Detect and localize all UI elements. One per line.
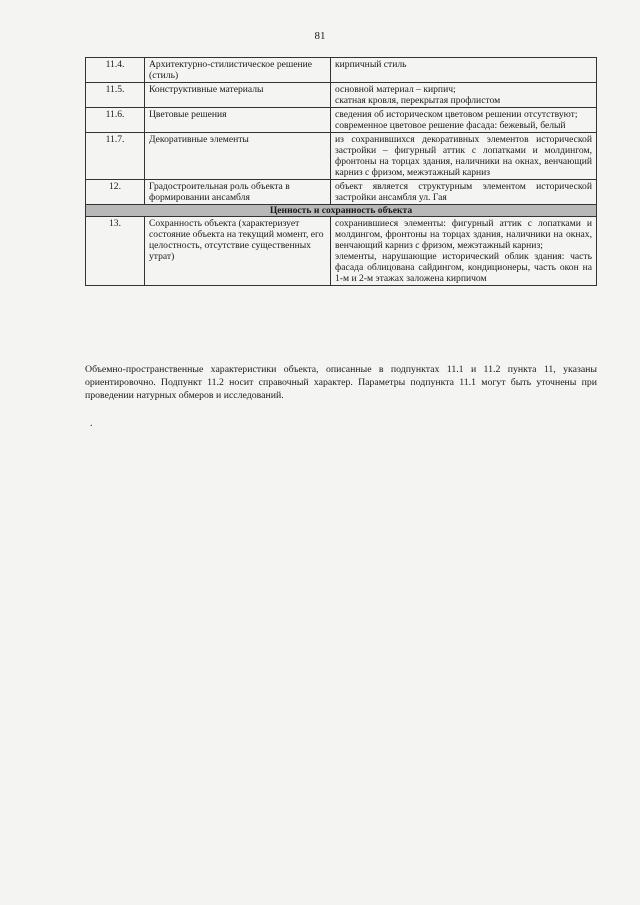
value-line: объект является структурным элементом исторической застройки ансамбля ул. Гая — [335, 181, 592, 203]
row-characteristic: Декоративные элементы — [145, 133, 331, 180]
row-number: 11.4. — [86, 58, 145, 83]
section-title: Ценность и сохранность объекта — [86, 205, 597, 217]
row-value — [331, 58, 597, 83]
value-line: из сохранившихся декоративных элементов исторической застройки – фигурный аттик с лопатками и молдингом, фронтоны на торцах здания, наличники на окнах, венчающий карниз с фризом, межэтажный карниз — [335, 134, 592, 178]
value-line: кирпичный стиль — [335, 59, 407, 70]
table-row — [86, 217, 597, 286]
row-value — [331, 217, 597, 286]
row-number: 11.6. — [86, 108, 145, 133]
trailing-mark: . — [90, 418, 93, 429]
page-number: 81 — [314, 30, 326, 42]
row-number: 11.7. — [86, 133, 145, 180]
table-row — [86, 108, 597, 133]
row-characteristic: Цветовые решения — [145, 108, 331, 133]
table-row — [86, 180, 597, 205]
value-line: сохранившиеся элементы: фигурный аттик с лопатками и молдингом, фронтоны на торцах здания, наличники на окнах, венчающий карниз с фризом, межэтажный карниз; — [335, 218, 592, 251]
row-value — [331, 83, 597, 108]
table-row — [86, 58, 597, 83]
value-line: современное цветовое решение фасада: бежевый, белый — [335, 120, 566, 131]
row-number: 13. — [86, 217, 145, 286]
row-number: 11.5. — [86, 83, 145, 108]
row-number: 12. — [86, 180, 145, 205]
footnote-paragraph: Объемно-пространственные характеристики объекта, описанные в подпунктах 11.1 и 11.2 пункта 11, указаны ориентировочно. Подпункт 11.2 носит справочный характер. Параметры подпункта 11.1 могут быть уточнены при проведении натурных обмеров и исследований. — [85, 364, 597, 401]
row-value — [331, 108, 597, 133]
value-line: основной материал – кирпич; — [335, 84, 456, 95]
section-header-row — [86, 205, 597, 217]
value-line: скатная кровля, перекрытая профлистом — [335, 95, 501, 106]
table-row — [86, 83, 597, 108]
row-characteristic: Конструктивные материалы — [145, 83, 331, 108]
value-line: элементы, нарушающие исторический облик здания: часть фасада облицована сайдингом, кондиционеры, часть окон на 1-м и 2-м этажах заложена кирпичом — [335, 251, 592, 284]
row-value — [331, 180, 597, 205]
row-value — [331, 133, 597, 180]
row-characteristic: Градостроительная роль объекта в формировании ансамбля — [145, 180, 331, 205]
table-row — [86, 133, 597, 180]
value-line: сведения об историческом цветовом решении отсутствуют; — [335, 109, 578, 120]
row-characteristic: Архитектурно-стилистическое решение (стиль) — [145, 58, 331, 83]
row-characteristic: Сохранность объекта (характеризует состояние объекта на текущий момент, его целостность, отсутствие существенных утрат) — [145, 217, 331, 286]
object-characteristics-table — [85, 57, 597, 286]
